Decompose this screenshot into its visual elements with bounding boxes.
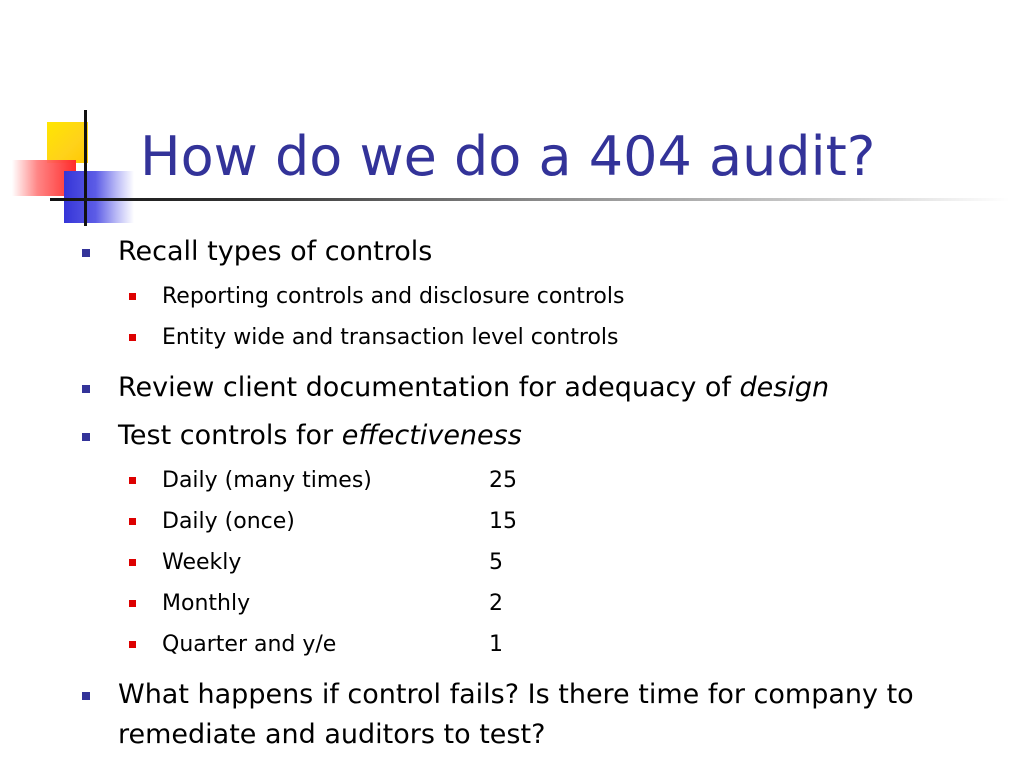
bullet-test-controls	[80, 416, 1000, 456]
square-bullet-icon	[82, 249, 90, 257]
title-underline	[50, 198, 1010, 201]
red-square-bullet-icon	[129, 293, 136, 300]
bullet-emphasis: effectiveness	[341, 420, 522, 451]
frequency-item	[80, 624, 1000, 665]
frequency-label: Weekly	[162, 550, 242, 575]
red-square-bullet-icon	[129, 334, 136, 341]
bullet-review-documentation	[80, 368, 1000, 408]
sample-size: 1	[489, 632, 503, 657]
bullet-recall-types	[80, 232, 1000, 272]
bullet-text: Review client documentation for adequacy of	[118, 372, 740, 403]
frequency-list	[80, 460, 1000, 665]
bullet-text: Recall types of controls	[118, 236, 433, 267]
bullet-emphasis: design	[739, 372, 830, 403]
sub-bullet-item	[80, 317, 1000, 358]
bullet-control-fails	[80, 675, 1000, 755]
frequency-item	[80, 501, 1000, 542]
bullet-text: What happens if control fails? Is there time for company to remediate and auditors to test?	[118, 679, 914, 750]
bullet-list	[80, 232, 1000, 763]
square-bullet-icon	[82, 433, 90, 441]
red-square-bullet-icon	[129, 641, 136, 648]
slide-title: How do we do a 404 audit?	[140, 125, 876, 188]
square-bullet-icon	[82, 692, 90, 700]
decorative-yellow-square	[47, 122, 88, 163]
frequency-label: Monthly	[162, 591, 251, 616]
decorative-vertical-line	[84, 110, 87, 226]
sub-bullet-item	[80, 276, 1000, 317]
frequency-label: Quarter and y/e	[162, 632, 337, 657]
sub-bullet-text: Reporting controls and disclosure controls	[162, 284, 625, 309]
decorative-blue-square	[64, 171, 134, 223]
sample-size: 15	[489, 509, 517, 534]
frequency-label: Daily (many times)	[162, 468, 372, 493]
red-square-bullet-icon	[129, 518, 136, 525]
frequency-label: Daily (once)	[162, 509, 295, 534]
sample-size: 25	[489, 468, 517, 493]
sub-bullet-text: Entity wide and transaction level controls	[162, 325, 619, 350]
frequency-item	[80, 542, 1000, 583]
bullet-text: Test controls for	[118, 420, 342, 451]
red-square-bullet-icon	[129, 600, 136, 607]
frequency-item	[80, 460, 1000, 501]
sample-size: 2	[489, 591, 503, 616]
square-bullet-icon	[82, 385, 90, 393]
red-square-bullet-icon	[129, 559, 136, 566]
sub-bullet-list	[80, 276, 1000, 358]
frequency-item	[80, 583, 1000, 624]
sample-size: 5	[489, 550, 503, 575]
red-square-bullet-icon	[129, 477, 136, 484]
